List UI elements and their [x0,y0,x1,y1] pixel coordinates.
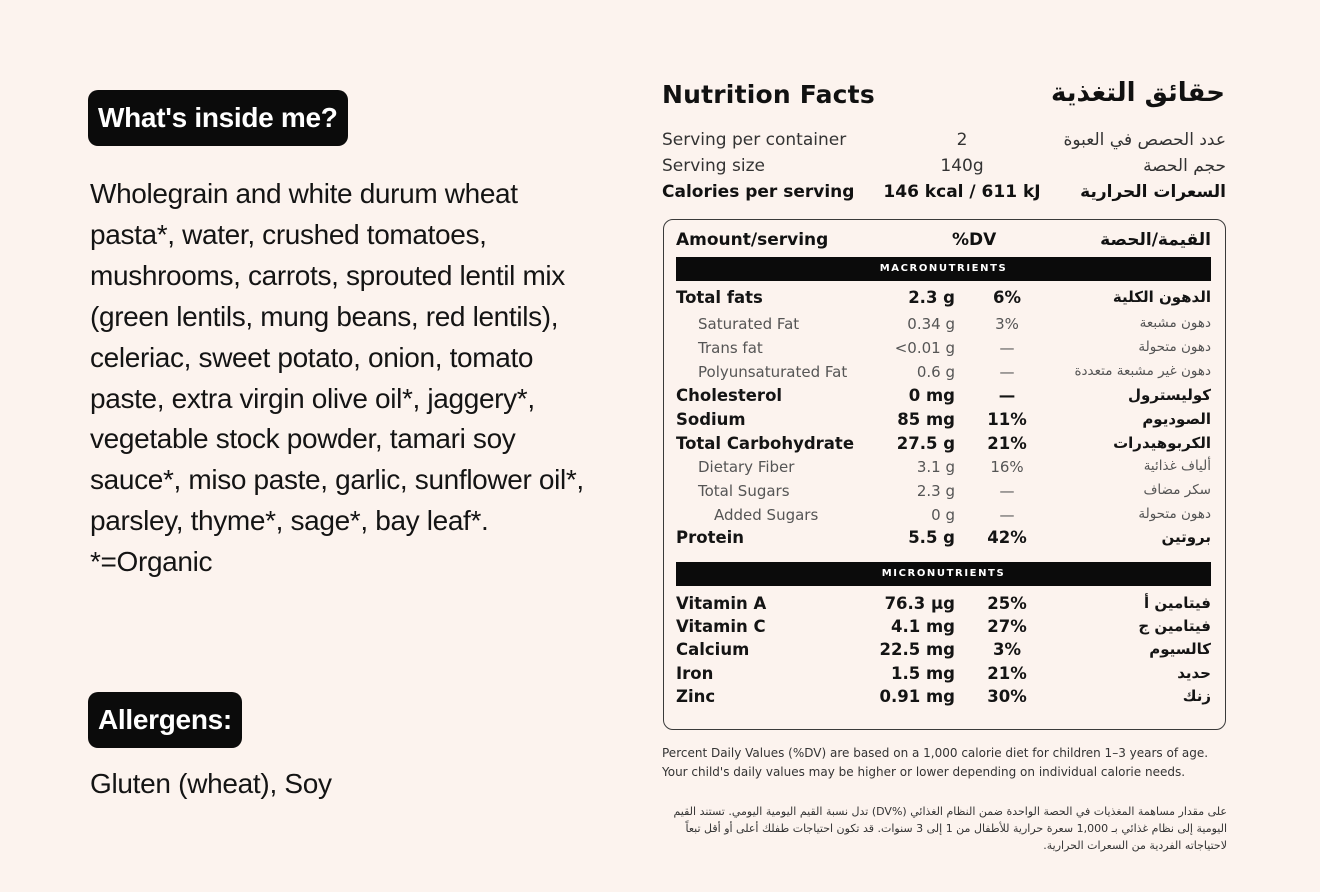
table-row [676,458,1211,482]
nutrient-dv: — [999,506,1015,524]
nutrient-label-ar: كالسيوم [1149,640,1211,658]
nutrient-label: Saturated Fat [698,315,800,333]
nutrient-label-ar: سكر مضاف [1143,482,1211,498]
nutrient-amount: 0.6 g [916,363,955,381]
table-row [676,410,1211,434]
nutrient-label: Calcium [676,640,750,659]
nutrient-amount: 76.3 µg [884,594,955,613]
nutrient-label: Polyunsaturated Fat [698,363,848,381]
nutrient-label-ar: دهون مشبعة [1139,315,1211,331]
nutrient-amount: 1.5 mg [891,664,955,683]
nutrient-label-ar: حديد [1177,664,1211,682]
nutrient-label-ar: كوليسترول [1128,386,1211,404]
nutrient-amount: <0.01 g [894,339,955,357]
nutrient-amount: 0 g [931,506,955,524]
nutrient-label-ar: بروتين [1161,528,1211,546]
nutrient-label: Added Sugars [714,506,819,524]
nutrient-dv: 3% [992,640,1021,659]
nutrient-label-ar: دهون غير مشبعة متعددة [1074,363,1211,379]
nutrient-dv: 30% [987,687,1027,706]
nutrient-label-ar: زنك [1182,687,1211,705]
ingredients-heading: What's inside me? [88,90,348,146]
nutrient-label: Total Carbohydrate [676,434,855,453]
table-row [676,434,1211,458]
nutrient-label: Total Sugars [698,482,790,500]
nutrient-dv: 42% [987,528,1027,547]
serving-label-ar: حجم الحصة [1143,156,1226,176]
serving-per-container-row [662,130,1226,154]
nutrient-label: Trans fat [698,339,763,357]
serving-value: 140g [940,156,984,176]
nutrient-label: Cholesterol [676,386,783,405]
nutrient-label-ar: الدهون الكلية [1112,288,1211,306]
nutrient-label: Zinc [676,687,716,706]
dv-header: %DV [952,230,997,250]
serving-label: Calories per serving [662,182,855,202]
table-row [676,528,1211,552]
nutrient-amount: 2.3 g [916,482,955,500]
nutrient-amount: 5.5 g [908,528,955,547]
serving-label-ar: عدد الحصص في العبوة [1063,130,1226,150]
nutrient-amount: 0.34 g [907,315,955,333]
table-row [676,482,1211,506]
nutrient-label: Vitamin A [676,594,767,613]
nutrient-label-ar: فيتامين أ [1144,594,1211,612]
serving-value: 146 kcal / 611 kJ [883,182,1041,202]
nutrient-dv: 11% [987,410,1027,429]
table-row [676,640,1211,664]
nutrient-dv: 25% [987,594,1027,613]
nutrient-dv: 21% [987,664,1027,683]
nutrition-title: Nutrition Facts [662,80,875,109]
amount-header-ar: القيمة/الحصة [1100,230,1211,250]
nutrient-label-ar: دهون متحولة [1138,506,1211,522]
ingredients-text: Wholegrain and white durum wheat pasta*, water, crushed tomatoes, mushrooms, carrots, sprouted lentil mix (green lentils, mung beans, red lentils), celeriac, sweet potato, onion, tomato paste, extra virgin olive oil*, jaggery*, vegetable stock powder, tamari soy sauce*, miso paste, garlic, sunflower oil*, parsley, thyme*, sage*, bay leaf*. *=Organic [90,178,584,578]
nutrient-amount: 22.5 mg [879,640,955,659]
nutrient-dv: 3% [995,315,1019,333]
nutrient-amount: 3.1 g [916,458,955,476]
table-row [676,315,1211,339]
nutrient-amount: 0 mg [908,386,955,405]
nutrient-label: Iron [676,664,714,683]
nutrition-table [663,219,1226,730]
macronutrients-band: MACRONUTRIENTS [676,257,1211,281]
nutrient-amount: 0.91 mg [879,687,955,706]
nutrient-dv: — [999,363,1015,381]
nutrient-label: Sodium [676,410,746,429]
calories-row [662,182,1226,206]
table-row [676,386,1211,410]
serving-label-ar: السعرات الحرارية [1080,182,1226,202]
table-row [676,363,1211,387]
table-row [676,664,1211,688]
nutrient-label-ar: ألياف غذائية [1143,458,1211,474]
nutrient-amount: 4.1 mg [891,617,955,636]
nutrient-label-ar: الكربوهيدرات [1113,434,1211,452]
table-row [676,594,1211,618]
table-row [676,506,1211,530]
nutrient-label: Dietary Fiber [698,458,795,476]
nutrient-dv: — [998,386,1016,405]
allergens-heading: Allergens: [88,692,242,748]
table-row [676,339,1211,363]
nutrient-dv: 6% [992,288,1021,307]
nutrient-dv: 27% [987,617,1027,636]
nutrient-label-ar: الصوديوم [1142,410,1211,428]
nutrient-amount: 85 mg [897,410,955,429]
nutrient-label-ar: فيتامين ج [1138,617,1211,635]
nutrient-dv: 21% [987,434,1027,453]
nutrient-dv: — [999,339,1015,357]
table-row [676,288,1211,312]
amount-header: Amount/serving [676,230,829,250]
allergens-text: Gluten (wheat), Soy [90,768,332,799]
table-row [676,687,1211,711]
serving-value: 2 [956,130,968,150]
nutrient-dv: — [999,482,1015,500]
table-row [676,617,1211,641]
nutrition-title-ar: حقائق التغذية [1051,78,1225,108]
nutrient-amount: 27.5 g [896,434,955,453]
micronutrients-band: MICRONUTRIENTS [676,562,1211,586]
nutrient-amount: 2.3 g [908,288,955,307]
nutrient-label: Vitamin C [676,617,766,636]
serving-label: Serving per container [662,130,847,150]
dv-footnote-ar: على مقدار مساهمة المغذيات في الحصة الواحدة ضمن النظام الغذائي (%DV) تدل نسبة القيم اليومية اليومي. تستند القيم اليومية إلى نظام غذائي بـ 1,000 سعرة حرارية للأطفال من 1 إلى 3 سنوات. قد تكون احتياجات طفلك أعلى أو أقل تبعاً لاحتياجاته الفردية من السعرات الحرارية. [673,805,1227,852]
nutrient-label: Protein [676,528,745,547]
nutrient-dv: 16% [990,458,1024,476]
dv-footnote: Percent Daily Values (%DV) are based on a 1,000 calorie diet for children 1–3 years of age. Your child's daily values may be higher or lower depending on individual calorie needs. [662,746,1209,779]
nutrient-label: Total fats [676,288,763,307]
serving-size-row [662,156,1226,180]
table-header [676,230,1213,254]
serving-label: Serving size [662,156,765,176]
nutrient-label-ar: دهون متحولة [1138,339,1211,355]
